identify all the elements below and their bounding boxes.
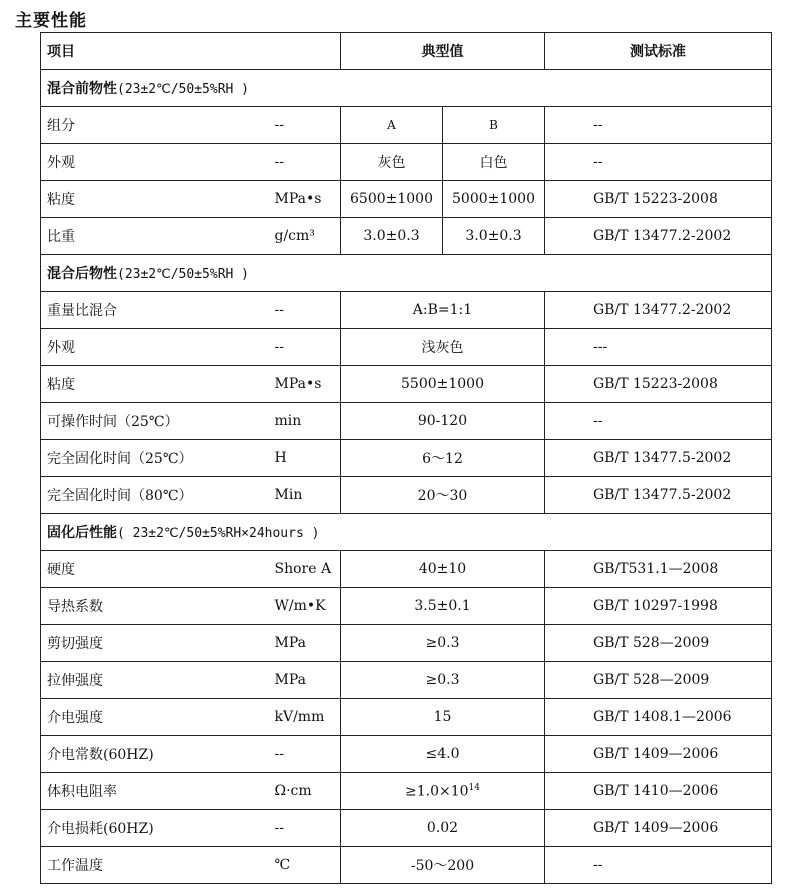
- value-text: 15: [433, 709, 452, 725]
- value-a: 3.0±0.3: [341, 218, 443, 255]
- section-condition: (23±2℃/50±5%RH ): [117, 82, 249, 97]
- value-a: 6500±1000: [341, 181, 443, 218]
- value-b: 3.0±0.3: [443, 218, 545, 255]
- typical-value: [341, 847, 545, 884]
- table-row: [41, 847, 772, 884]
- section-after-row: [41, 255, 772, 292]
- typical-value: [341, 403, 545, 440]
- standard-value: GB/T 13477.2-2002: [545, 292, 772, 329]
- standard-value: GB/T 1410—2006: [545, 773, 772, 810]
- item-label: 完全固化时间（80℃）: [41, 477, 269, 514]
- unit-value: --: [269, 736, 341, 773]
- value-text: 20～30: [417, 488, 468, 504]
- unit-value: ℃: [269, 847, 341, 884]
- item-label: 体积电阻率: [41, 773, 269, 810]
- table-row: [41, 477, 772, 514]
- standard-value: GB/T 13477.5-2002: [545, 440, 772, 477]
- value-text: 40±10: [418, 561, 467, 577]
- table-row: [41, 773, 772, 810]
- typical-value: [341, 588, 545, 625]
- value-text: 0.02: [426, 820, 459, 836]
- section-after-title: [41, 255, 772, 292]
- item-label: 外观: [41, 329, 269, 366]
- spec-table: [40, 32, 772, 884]
- standard-value: ---: [545, 329, 772, 366]
- unit-value: --: [269, 144, 341, 181]
- standard-value: --: [545, 144, 772, 181]
- value-text: ≥0.3: [425, 672, 460, 688]
- standard-value: GB/T 1409—2006: [545, 736, 772, 773]
- table-row: [41, 810, 772, 847]
- value-a: 灰色: [341, 144, 443, 181]
- value-text: 90-120: [417, 413, 468, 429]
- unit-value: --: [269, 329, 341, 366]
- standard-value: --: [545, 847, 772, 884]
- item-label: 介电强度: [41, 699, 269, 736]
- section-before-row: [41, 70, 772, 107]
- table-header-row: [41, 33, 772, 70]
- standard-value: GB/T 15223-2008: [545, 181, 772, 218]
- unit-value: --: [269, 107, 341, 144]
- unit-value: MPa•s: [269, 181, 341, 218]
- unit-value: W/m•K: [269, 588, 341, 625]
- item-label: 剪切强度: [41, 625, 269, 662]
- section-before-title: [41, 70, 772, 107]
- item-label: 硬度: [41, 551, 269, 588]
- item-label: 粘度: [41, 181, 269, 218]
- value-b: B: [443, 107, 545, 144]
- unit-value: g/cm³: [269, 218, 341, 255]
- value-a: A: [341, 107, 443, 144]
- table-row: [41, 625, 772, 662]
- page-title: 主要性能: [15, 11, 87, 31]
- table-row: [41, 292, 772, 329]
- item-label: 介电常数(60HZ): [41, 736, 269, 773]
- unit-value: H: [269, 440, 341, 477]
- table-row: [41, 329, 772, 366]
- value-exponent: 14: [468, 782, 480, 793]
- value-b: 白色: [443, 144, 545, 181]
- typical-value: [341, 699, 545, 736]
- value-text: 3.5±0.1: [414, 598, 471, 614]
- unit-value: min: [269, 403, 341, 440]
- section-condition: ( 23±2℃/50±5%RH×24hours ): [117, 526, 320, 541]
- value-b: 5000±1000: [443, 181, 545, 218]
- standard-value: GB/T 528—2009: [545, 662, 772, 699]
- table-row: [41, 107, 772, 144]
- value-text: ≥1.0×10: [405, 783, 469, 800]
- item-label: 完全固化时间（25℃）: [41, 440, 269, 477]
- unit-value: kV/mm: [269, 699, 341, 736]
- table-row: [41, 588, 772, 625]
- section-cured-title: [41, 514, 772, 551]
- unit-value: --: [269, 292, 341, 329]
- unit-value: --: [269, 810, 341, 847]
- header-standard: 测试标准: [545, 33, 772, 70]
- value-text: -50～200: [410, 858, 475, 874]
- section-label: 固化后性能: [47, 525, 117, 541]
- typical-value: [341, 329, 545, 366]
- table-row: [41, 366, 772, 403]
- unit-value: MPa: [269, 625, 341, 662]
- typical-value: [341, 810, 545, 847]
- unit-value: Ω·cm: [269, 773, 341, 810]
- item-label: 工作温度: [41, 847, 269, 884]
- table-row: [41, 403, 772, 440]
- standard-value: GB/T 15223-2008: [545, 366, 772, 403]
- value-text: 浅灰色: [421, 340, 464, 356]
- typical-value: [341, 477, 545, 514]
- standard-value: GB/T 1409—2006: [545, 810, 772, 847]
- table-row: [41, 181, 772, 218]
- typical-value: [341, 662, 545, 699]
- value-text: ≥0.3: [425, 635, 460, 651]
- value-text: 6～12: [422, 451, 463, 467]
- typical-value: [341, 440, 545, 477]
- item-label: 组分: [41, 107, 269, 144]
- section-cured-row: [41, 514, 772, 551]
- standard-value: --: [545, 107, 772, 144]
- standard-value: GB/T 13477.2-2002: [545, 218, 772, 255]
- unit-value: MPa•s: [269, 366, 341, 403]
- table-row: [41, 699, 772, 736]
- typical-value: [341, 292, 545, 329]
- item-label: 可操作时间（25℃）: [41, 403, 269, 440]
- table-row: [41, 736, 772, 773]
- table-row: [41, 440, 772, 477]
- typical-value: [341, 736, 545, 773]
- table-row: [41, 551, 772, 588]
- section-label: 混合后物性: [47, 266, 117, 282]
- header-typical: 典型值: [341, 33, 545, 70]
- item-label: 导热系数: [41, 588, 269, 625]
- table-row: [41, 144, 772, 181]
- item-label: 粘度: [41, 366, 269, 403]
- typical-value: [341, 773, 545, 810]
- value-text: ≤4.0: [425, 746, 460, 762]
- standard-value: GB/T 528—2009: [545, 625, 772, 662]
- standard-value: --: [545, 403, 772, 440]
- item-label: 比重: [41, 218, 269, 255]
- item-label: 拉伸强度: [41, 662, 269, 699]
- header-item: 项目: [41, 33, 341, 70]
- table-row: [41, 662, 772, 699]
- value-text: A:B=1:1: [412, 302, 473, 318]
- typical-value: [341, 625, 545, 662]
- table-row: [41, 218, 772, 255]
- standard-value: GB/T 13477.5-2002: [545, 477, 772, 514]
- value-text: 5500±1000: [401, 376, 484, 392]
- item-label: 外观: [41, 144, 269, 181]
- typical-value: [341, 551, 545, 588]
- unit-value: Min: [269, 477, 341, 514]
- section-condition: (23±2℃/50±5%RH ): [117, 267, 249, 282]
- unit-value: Shore A: [269, 551, 341, 588]
- standard-value: GB/T 10297-1998: [545, 588, 772, 625]
- standard-value: GB/T 1408.1—2006: [545, 699, 772, 736]
- item-label: 介电损耗(60HZ): [41, 810, 269, 847]
- section-label: 混合前物性: [47, 81, 117, 97]
- typical-value: [341, 366, 545, 403]
- item-label: 重量比混合: [41, 292, 269, 329]
- standard-value: GB/T531.1—2008: [545, 551, 772, 588]
- unit-value: MPa: [269, 662, 341, 699]
